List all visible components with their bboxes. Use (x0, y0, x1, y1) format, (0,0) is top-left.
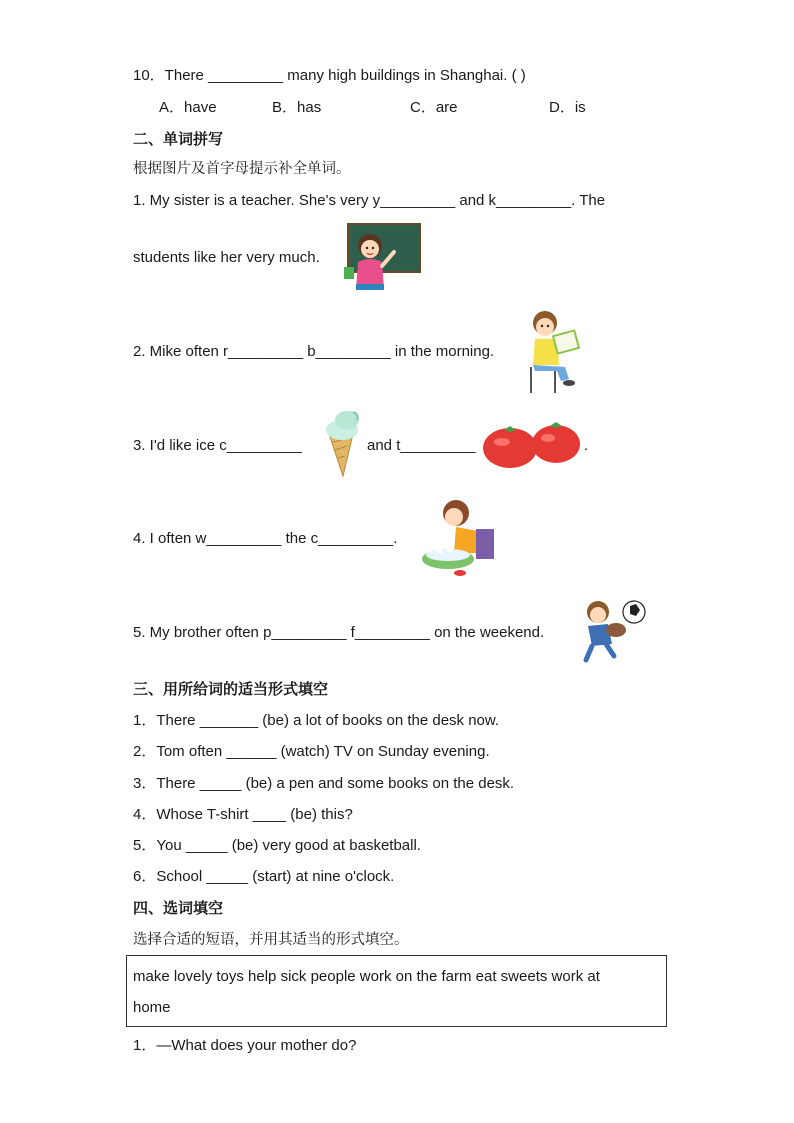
spelling-item-3-end: . (584, 437, 589, 454)
fill-item-1: 1．There _______ (be) a lot of books on the desk now. (133, 712, 500, 729)
word-bank-line-2: home (133, 999, 171, 1016)
football-boy-icon (578, 598, 648, 666)
word-bank-box (126, 955, 667, 1027)
washing-clothes-icon (420, 495, 500, 579)
word-bank-line-1: make lovely toys help sick people work on the farm eat sweets work at (133, 968, 600, 985)
option-c: C．are (410, 99, 458, 116)
option-d: D．is (549, 99, 586, 116)
fill-item-2: 2．Tom often ______ (watch) TV on Sunday evening. (133, 743, 490, 760)
question-10: 10．There _________ many high buildings in Shanghai. ( ) (133, 67, 526, 84)
section-4-instruction: 选择合适的短语，并用其适当的形式填空。 (133, 932, 409, 948)
spelling-item-3: 3. I'd like ice c_________ (133, 437, 302, 454)
fill-item-6: 6．School _____ (start) at nine o'clock. (133, 868, 395, 885)
teacher-icon (342, 222, 421, 292)
section-2-heading: 二、单词拼写 (133, 130, 224, 148)
spelling-item-2: 2. Mike often r_________ b_________ in the morning. (133, 343, 495, 360)
option-a: A．have (159, 99, 217, 116)
spelling-item-1-cont: students like her very much. (133, 249, 320, 266)
option-b: B．has (272, 99, 322, 116)
reading-boy-icon (525, 307, 585, 395)
ice-cream-icon (323, 408, 365, 478)
spelling-item-1: 1. My sister is a teacher. She's very y_________ and k_________. The (133, 192, 606, 209)
tomatoes-icon (482, 420, 582, 470)
spelling-item-5: 5. My brother often p_________ f_________ on the weekend. (133, 624, 545, 641)
fill-item-5: 5．You _____ (be) very good at basketball. (133, 837, 421, 854)
section-2-instruction: 根据图片及首字母提示补全单词。 (133, 161, 351, 177)
section-3-heading: 三、用所给词的适当形式填空 (133, 680, 329, 698)
fill-item-3: 3．There _____ (be) a pen and some books on the desk. (133, 775, 515, 792)
fill-item-4: 4．Whose T-shirt ____ (be) this? (133, 806, 353, 823)
spelling-item-3-cont: and t_________ (367, 437, 476, 454)
section-4-heading: 四、选词填空 (133, 899, 224, 917)
spelling-item-4: 4. I often w_________ the c_________. (133, 530, 398, 547)
choice-item-1: 1．—What does your mother do? (133, 1037, 357, 1054)
